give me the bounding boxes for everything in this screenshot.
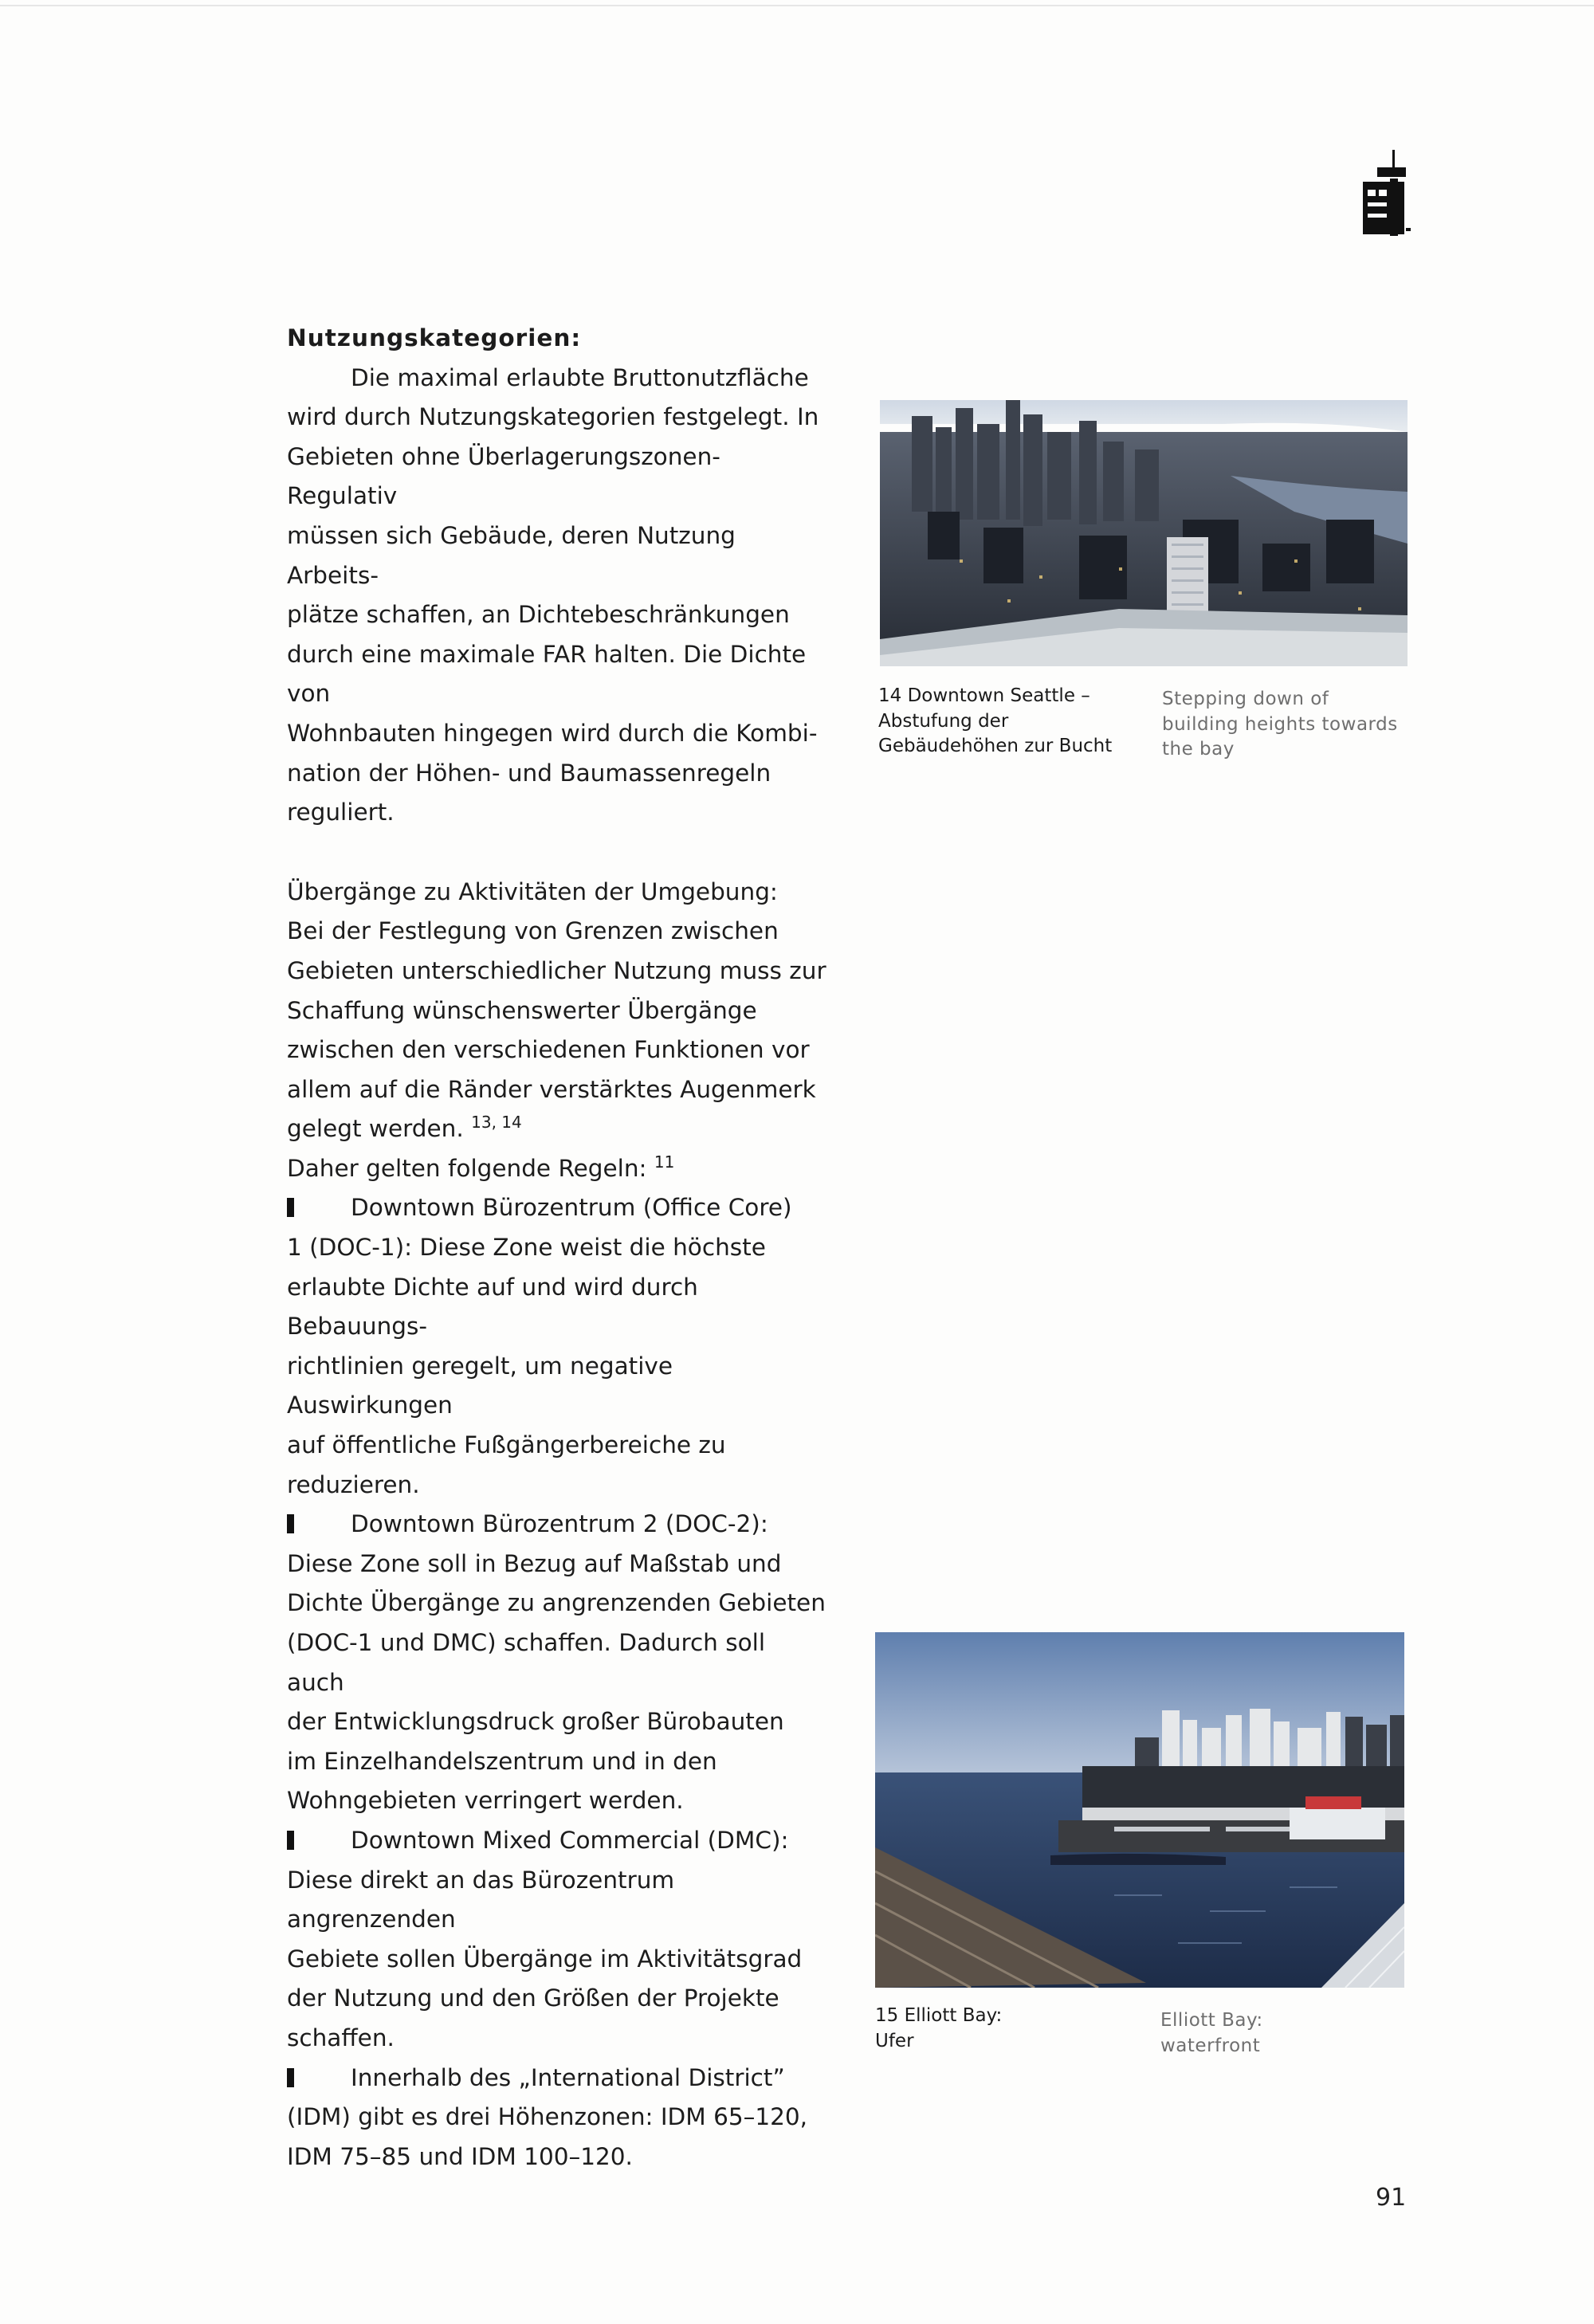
text-line: allem auf die Ränder verstärktes Augenmerk <box>287 1075 816 1103</box>
caption-text: Downtown Seattle – <box>907 685 1090 706</box>
figure-15-caption-en <box>1160 2008 1400 2059</box>
bullet-item <box>287 2059 829 2177</box>
text-line: nation der Höhen- und Baumassenregeln <box>287 759 771 787</box>
text-line: (DOC-1 und DMC) schaffen. Dadurch soll auch <box>287 1629 766 1696</box>
caption-line: the bay <box>1162 739 1235 760</box>
text-line: Diese direkt an das Bürozentrum angrenzenden <box>287 1866 675 1933</box>
figure-14-caption-de <box>878 684 1141 760</box>
text-line: schaffen. <box>287 2024 395 2051</box>
text-line: erlaubte Dichte auf und wird durch Bebauungs- <box>287 1273 698 1341</box>
section-heading: Nutzungskategorien: <box>287 324 582 351</box>
text-line <box>287 1109 829 1149</box>
text-line: durch eine maximale FAR halten. Die Dichte von <box>287 640 807 708</box>
text-line: Wohnbauten hingegen wird durch die Kombi- <box>287 719 818 747</box>
text-line: richtlinien geregelt, um negative Auswirkungen <box>287 1352 673 1419</box>
text-line: Gebiete sollen Übergänge im Aktivitätsgrad <box>287 1945 803 1973</box>
caption-line: Elliott Bay: <box>1160 2010 1263 2031</box>
reference-superscript: 11 <box>654 1152 675 1172</box>
caption-line <box>875 2004 1114 2029</box>
text-line: 1 (DOC-1): Diese Zone weist die höchste <box>287 1234 766 1262</box>
caption-line: building heights towards <box>1162 713 1398 735</box>
bullet-item <box>287 1188 829 1505</box>
figure-number: 15 <box>875 2005 899 2026</box>
caption-line: Gebäudehöhen zur Bucht <box>878 736 1113 756</box>
text-line: Wohngebieten verringert werden. <box>287 1787 684 1815</box>
bullet-first-line <box>287 1821 829 1861</box>
bullet-marker-icon <box>287 1821 351 1861</box>
caption-line <box>878 684 1141 709</box>
bullet-marker-icon <box>287 2059 351 2098</box>
body-text-column <box>287 319 829 2177</box>
bullet-first-line <box>287 1188 829 1228</box>
top-rule <box>0 5 1594 6</box>
text-line: im Einzelhandelszentrum und in den <box>287 1747 717 1775</box>
text-line: (IDM) gibt es drei Höhenzonen: IDM 65–120, <box>287 2103 808 2131</box>
text-line: IDM 75–85 und IDM 100–120. <box>287 2142 633 2170</box>
text-fragment: gelegt werden. <box>287 1115 464 1143</box>
text-line: reguliert. <box>287 799 395 826</box>
figure-15-caption-de <box>875 2004 1114 2054</box>
text-line: plätze schaffen, an Dichtebeschränkungen <box>287 601 790 629</box>
text-line: zwischen den verschiedenen Funktionen vor <box>287 1036 810 1064</box>
bullet-item <box>287 1821 829 2059</box>
text-line: Gebieten ohne Überlagerungszonen-Regulativ <box>287 442 720 510</box>
subheading: Übergänge zu Aktivitäten der Umgebung: <box>287 877 778 905</box>
figure-number: 14 <box>878 685 902 706</box>
text-line: Die maximal erlaubte Bruttonutzfläche <box>351 363 809 391</box>
caption-line: Abstufung der <box>878 710 1009 732</box>
bullet-first-line <box>287 2059 829 2098</box>
text-line: Schaffung wünschenswerter Übergänge <box>287 996 757 1024</box>
text-line: reduzieren. <box>287 1470 420 1498</box>
rules-intro: Daher gelten folgende Regeln: <box>287 1154 647 1182</box>
tower-icon <box>1355 150 1412 236</box>
caption-line: waterfront <box>1160 2035 1261 2056</box>
caption-text: Elliott Bay: <box>904 2005 1003 2026</box>
photo-elliott-bay <box>875 1632 1404 1988</box>
caption-line: Ufer <box>875 2030 914 2051</box>
text-line: Diese Zone soll in Bezug auf Maßstab und <box>287 1549 782 1577</box>
bullet-item <box>287 1505 829 1821</box>
text-line: auf öffentliche Fußgängerbereiche zu <box>287 1431 726 1459</box>
text-line: Bei der Festlegung von Grenzen zwischen <box>287 917 779 945</box>
paragraph-nutzung <box>287 359 829 833</box>
text-line: Dichte Übergänge zu angrenzenden Gebieten <box>287 1589 826 1617</box>
figure-14-caption-en <box>1162 687 1425 763</box>
bullet-title: Downtown Mixed Commercial (DMC): <box>351 1826 789 1854</box>
caption-line: Stepping down of <box>1162 689 1329 709</box>
bullet-marker-icon <box>287 1188 351 1228</box>
text-line: wird durch Nutzungskategorien festgelegt. In <box>287 403 819 431</box>
text-line: Gebieten unterschiedlicher Nutzung muss zur <box>287 956 826 984</box>
text-line <box>287 1149 829 1189</box>
text-line: der Entwicklungsdruck großer Bürobauten <box>287 1708 784 1736</box>
paragraph-uebergaenge <box>287 873 829 1189</box>
page-number: 91 <box>1376 2184 1407 2212</box>
bullet-marker-icon <box>287 1505 351 1545</box>
text-line: müssen sich Gebäude, deren Nutzung Arbeits- <box>287 521 736 589</box>
bullet-first-line <box>287 1505 829 1545</box>
bullet-title: Downtown Bürozentrum (Office Core) <box>351 1194 792 1222</box>
reference-superscript: 13, 14 <box>471 1113 522 1133</box>
bullet-title: Innerhalb des „International District” <box>351 2063 785 2091</box>
photo-downtown-seattle <box>880 400 1408 666</box>
text-line: der Nutzung und den Größen der Projekte <box>287 1984 779 2012</box>
bullet-title: Downtown Bürozentrum 2 (DOC-2): <box>351 1510 768 1538</box>
